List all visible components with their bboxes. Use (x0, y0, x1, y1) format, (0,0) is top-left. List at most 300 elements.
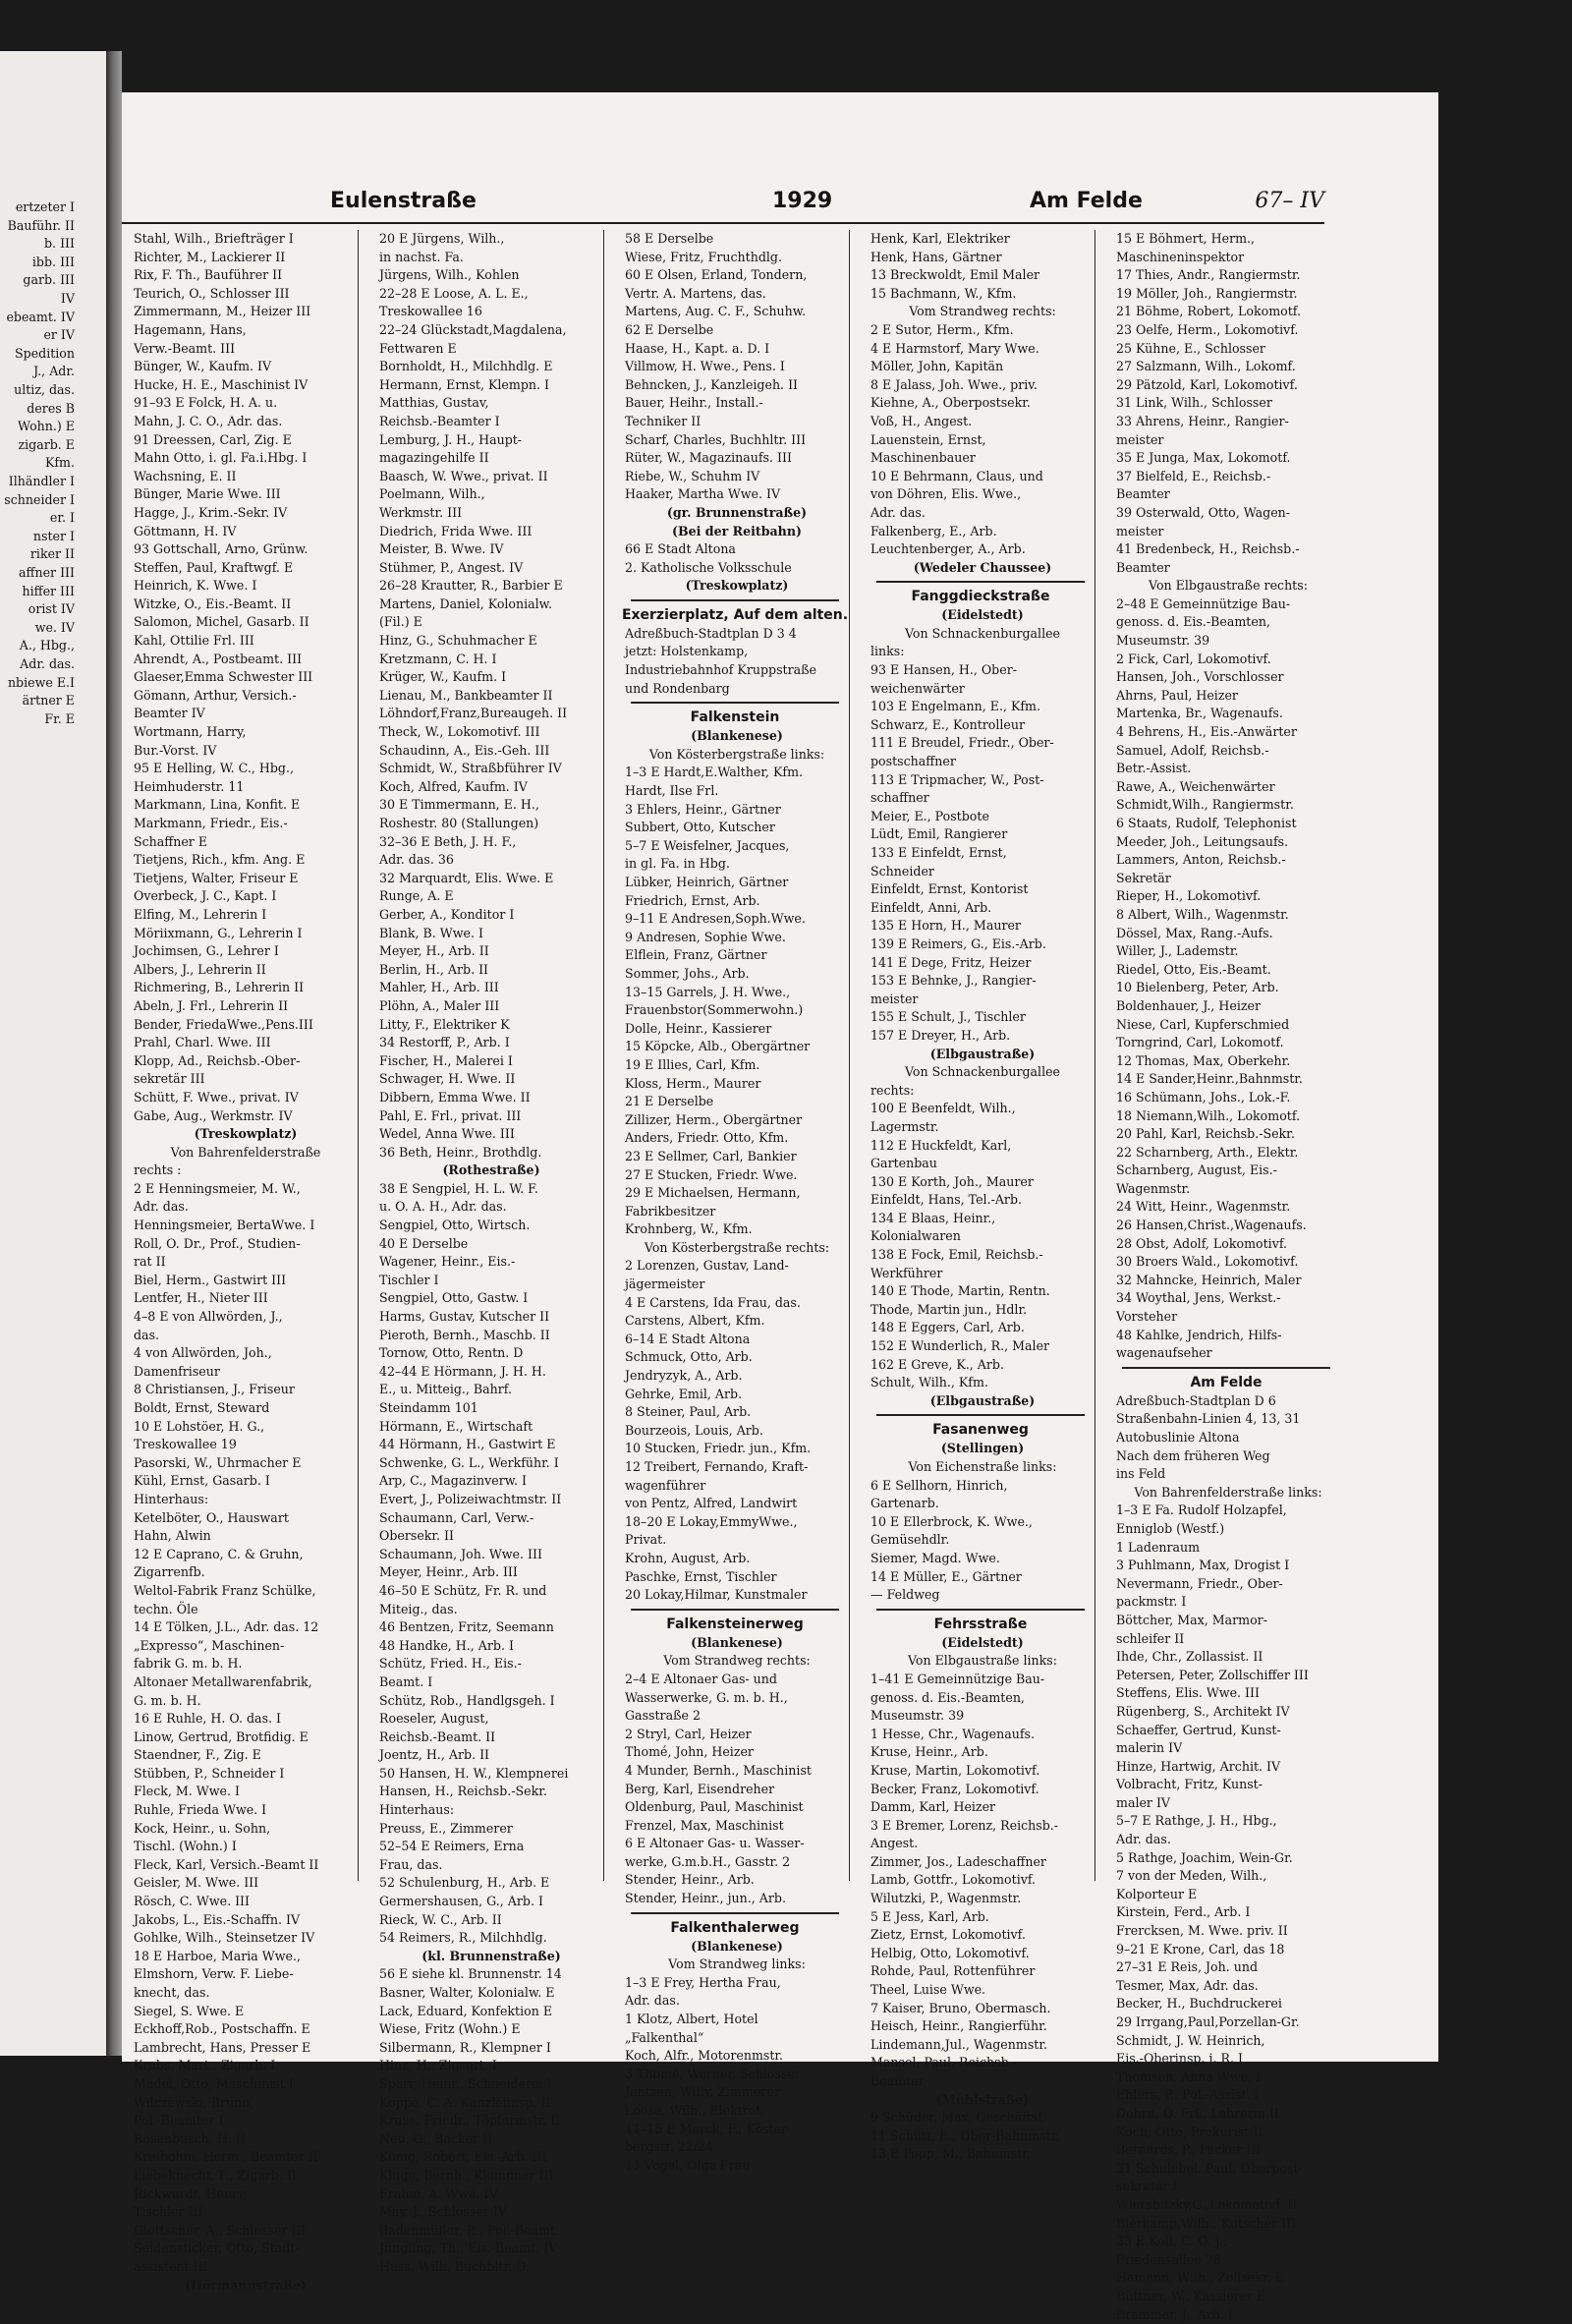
prev-page-line: IV (61, 290, 75, 309)
directory-entry: Pieroth, Bernh., Maschb. II (375, 1327, 603, 1345)
directory-entry: „Expresso“, Maschinen- (130, 1637, 358, 1656)
directory-column-3 (621, 230, 850, 1881)
directory-entry: Adr. das. (1112, 1831, 1340, 1849)
directory-entry: werke, G.m.b.H., Gasstr. 2 (621, 1853, 849, 1872)
directory-entry: Kirstein, Ferd., Arb. I (1112, 1903, 1340, 1922)
directory-entry: Wiersbitzky,G.,Lokomotivf. II (1112, 2196, 1340, 2215)
directory-entry: Bourzeois, Louis, Arb. (621, 1422, 849, 1441)
directory-entry: 26–28 Krautter, R., Barbier E (375, 577, 603, 595)
directory-entry: Von Elbgaustraße rechts: (1112, 577, 1340, 595)
directory-entry: Enniglob (Westf.) (1112, 1520, 1340, 1539)
directory-entry: Behncken, J., Kanzleigeh. II (621, 376, 849, 395)
directory-entry: Mansel, Paul, Reichsb.- (867, 2054, 1095, 2072)
directory-entry: Helbig, Otto, Lokomotivf. (867, 1945, 1095, 1963)
directory-entry: 41 Bredenbeck, H., Reichsb.- (1112, 540, 1340, 559)
directory-entry: 148 E Eggers, Carl, Arb. (867, 1319, 1095, 1337)
directory-entry: 11 Vogel, Olga Frau (621, 2157, 849, 2176)
directory-entry: Werkführer (867, 1265, 1095, 1283)
street-heading: Am Felde (1112, 1373, 1340, 1392)
directory-entry: Büttner, W., Kassierer E (1112, 2288, 1340, 2306)
directory-entry: Lindemann,Jul., Wagenmstr. (867, 2036, 1095, 2055)
directory-entry: 1 Klotz, Albert, Hotel (621, 2011, 849, 2029)
directory-entry: Industriebahnhof Kruppstraße (621, 661, 849, 680)
directory-entry: Von Eichenstraße links: (867, 1458, 1095, 1477)
directory-entry: 4 Behrens, H., Eis.-Anwärter (1112, 723, 1340, 742)
directory-entry: Rügenberg, S., Architekt IV (1112, 1703, 1340, 1722)
directory-entry: Kühl, Ernst, Gasarb. I (130, 1472, 358, 1491)
directory-entry: 27 E Stucken, Friedr. Wwe. (621, 1166, 849, 1185)
directory-entry: (kl. Brunnenstraße) (375, 1948, 603, 1966)
directory-entry: (Stellingen) (867, 1440, 1095, 1458)
directory-entry: Schmidt,Wilh., Rangiermstr. (1112, 796, 1340, 815)
directory-entry: Siegel, S. Wwe. E (130, 2003, 358, 2021)
directory-entry: (Blankenese) (621, 727, 849, 746)
directory-entry: 8 Steiner, Paul, Arb. (621, 1403, 849, 1422)
directory-entry: 93 Gottschall, Arno, Grünw. (130, 540, 358, 559)
directory-entry: 11 Schütt, E., Ober-Bahnmstr. (867, 2127, 1095, 2146)
directory-entry: Lagermstr. (867, 1118, 1095, 1137)
directory-entry: Gehrke, Emil, Arb. (621, 1386, 849, 1404)
directory-entry: Wortmann, Harry, (130, 723, 358, 742)
directory-entry: postschaffner (867, 753, 1095, 771)
directory-entry: Beamt. I (375, 1673, 603, 1692)
directory-entry: 10 Stucken, Friedr. jun., Kfm. (621, 1440, 849, 1458)
directory-entry: Vertr. A. Martens, das. (621, 285, 849, 304)
prev-page-line: b. III (44, 235, 75, 254)
prev-page-line: we. IV (35, 619, 75, 638)
directory-entry: Markmann, Lina, Konfit. E (130, 796, 358, 815)
running-head (122, 189, 1324, 222)
prev-page-line: Ilhändler I (9, 473, 75, 491)
directory-entry: 6 E Altonaer Gas- u. Wasser- (621, 1835, 849, 1853)
directory-entry: Ruhle, Frieda Wwe. I (130, 1801, 358, 1820)
directory-entry: 3 Ehlers, Heinr., Gärtner (621, 801, 849, 820)
directory-entry: 60 E Olsen, Erland, Tondern, (621, 266, 849, 285)
directory-entry: Meister, B. Wwe. IV (375, 540, 603, 559)
directory-entry: 1 Ladenraum (1112, 1539, 1340, 1558)
directory-entry: Zimmermann, M., Heizer III (130, 303, 358, 321)
directory-entry: 112 E Huckfeldt, Karl, (867, 1137, 1095, 1156)
directory-entry: Rawe, A., Weichenwärter (1112, 778, 1340, 797)
directory-entry: 16 E Ruhle, H. O. das. I (130, 1710, 358, 1729)
directory-entry: Wasserwerke, G. m. b. H., (621, 1689, 849, 1708)
directory-entry: Vom Strandweg rechts: (867, 303, 1095, 321)
directory-entry: 38 E Sengpiel, H. L. W. F. (375, 1180, 603, 1199)
directory-entry: Damenfriseur (130, 1363, 358, 1382)
directory-entry: Jakobs, L., Eis.-Schaffn. IV (130, 1911, 358, 1930)
directory-entry: Linow, Gertrud, Brotfidig. E (130, 1729, 358, 1747)
directory-entry: Dolle, Heinr., Kassierer (621, 1020, 849, 1039)
directory-entry: knecht, das. (130, 1984, 358, 2003)
directory-entry: 25 Kühne, E., Schlosser (1112, 340, 1340, 359)
directory-entry: Sommer, Johs., Arb. (621, 965, 849, 984)
directory-entry: Elfing, M., Lehrerin I (130, 906, 358, 925)
directory-entry: Martens, Daniel, Kolonialw. (375, 595, 603, 614)
directory-entry: Wedel, Anna Wwe. III (375, 1125, 603, 1144)
directory-entry: (Eidelstedt) (867, 1634, 1095, 1653)
street-heading: Falkenstein (621, 708, 849, 727)
directory-entry: 19 Möller, Joh., Rangiermstr. (1112, 285, 1340, 304)
directory-entry: Paschke, Ernst, Tischler (621, 1568, 849, 1587)
directory-entry: Hagge, J., Krim.-Sekr. IV (130, 504, 358, 523)
directory-entry: Pol.-Beamter I (130, 2112, 358, 2130)
directory-entry: Runge, A. E (375, 887, 603, 906)
directory-entry: 29 Pätzold, Karl, Lokomotivf. (1112, 376, 1340, 395)
directory-entry: Treskowallee 16 (375, 303, 603, 321)
directory-entry: 13 E Popp, M., Bahnmstr. (867, 2145, 1095, 2164)
directory-entry: 103 E Engelmann, E., Kfm. (867, 698, 1095, 716)
directory-entry: 2–4 E Altonaer Gas- und (621, 1671, 849, 1689)
directory-entry: 13 Breckwoldt, Emil Maler (867, 266, 1095, 285)
directory-entry: 31 Link, Wilh., Schlosser (1112, 394, 1340, 413)
directory-entry: Scharnberg, August, Eis.- (1112, 1162, 1340, 1180)
directory-entry: Rix, F. Th., Bauführer II (130, 266, 358, 285)
directory-entry: 29 E Michaelsen, Hermann, (621, 1184, 849, 1203)
directory-entry: 134 E Blaas, Heinr., (867, 1210, 1095, 1228)
directory-entry: 39 Osterwald, Otto, Wagen- (1112, 504, 1340, 523)
directory-entry: 52–54 E Reimers, Erna (375, 1838, 603, 1856)
directory-entry: 8 Christiansen, J., Friseur (130, 1381, 358, 1399)
directory-entry: 9 Andresen, Sophie Wwe. (621, 929, 849, 947)
directory-entry: von Döhren, Elis. Wwe., (867, 485, 1095, 504)
directory-entry: Schmidt, W., Straßbführer IV (375, 760, 603, 778)
directory-entry: 12 E Caprano, C. & Gruhn, (130, 1546, 358, 1564)
directory-entry: Tischl. (Wohn.) I (130, 1838, 358, 1856)
directory-entry: 3 Puhlmann, Max, Drogist I (1112, 1557, 1340, 1575)
directory-entry: jägermeister (621, 1275, 849, 1294)
directory-entry: 30 E Timmermann, E. H., (375, 796, 603, 815)
directory-entry: 42–44 E Hörmann, J. H. H. (375, 1363, 603, 1382)
directory-entry: assistent III (130, 2258, 358, 2277)
directory-entry: 33 E Koll, C. O. J., (1112, 2233, 1340, 2251)
directory-entry: Basner, Walter, Kolonialw. E (375, 1984, 603, 2003)
directory-entry: 1 Hesse, Chr., Wagenaufs. (867, 1726, 1095, 1744)
directory-entry: Adr. das. (130, 1198, 358, 1217)
directory-entry: 33 Ahrens, Heinr., Rangier- (1112, 413, 1340, 431)
directory-entry: Niese, Carl, Kupferschmied (1112, 1016, 1340, 1035)
prev-page-line: Spedition (15, 345, 75, 364)
directory-entry: 35 E Junga, Max, Lokomotf. (1112, 449, 1340, 468)
directory-column-1 (130, 230, 359, 1881)
directory-entry: Zietz, Ernst, Lokomotivf. (867, 1926, 1095, 1945)
directory-entry: Göttmann, H. IV (130, 523, 358, 541)
prev-page-line: ertzeter I (16, 198, 75, 217)
directory-entry: 111 E Breudel, Friedr., Ober- (867, 734, 1095, 753)
directory-entry: Jürgens, Wilh., Kohlen (375, 266, 603, 285)
directory-entry: Bünger, W., Kaufm. IV (130, 358, 358, 376)
directory-entry: Fleck, Karl, Versich.-Beamt II (130, 1856, 358, 1875)
directory-entry: Brammer, J., Arb. I (1112, 2306, 1340, 2324)
directory-entry: 1–3 E Hardt,E.Walther, Kfm. (621, 764, 849, 782)
directory-entry: Krohnberg, W., Kfm. (621, 1220, 849, 1239)
directory-entry: Abeln, J. Frl., Lehrerin II (130, 997, 358, 1016)
directory-entry: 23 E Sellmer, Carl, Bankier (621, 1148, 849, 1166)
directory-entry: Gartenarb. (867, 1495, 1095, 1513)
directory-entry: Schmuck, Otto, Arb. (621, 1348, 849, 1367)
directory-entry: Böttcher, Max, Marmor- (1112, 1612, 1340, 1630)
street-heading: Exerzierplatz, Auf dem alten. (621, 605, 849, 625)
directory-entry: Obersekr. II (375, 1527, 603, 1546)
directory-entry: (Mühlstraße) (867, 2091, 1095, 2110)
directory-entry: Adreßbuch-Stadtplan D 6 (1112, 1392, 1340, 1411)
directory-entry: Privat. (621, 1531, 849, 1550)
directory-entry: 15 Bachmann, W., Kfm. (867, 285, 1095, 304)
directory-entry: meister (1112, 431, 1340, 450)
directory-entry: 10 E Ellerbrock, K. Wwe., (867, 1513, 1095, 1532)
prev-page-line: zigarb. E (18, 436, 75, 455)
directory-entry: Richmering, B., Lehrerin II (130, 979, 358, 997)
directory-entry: Torngrind, Carl, Lokomotf. (1112, 1034, 1340, 1052)
directory-entry: (Wedeler Chaussee) (867, 559, 1095, 578)
directory-entry: Tischler I (375, 1272, 603, 1290)
directory-entry: Jüngling, Th., Eis.-Beamt. IV (375, 2239, 603, 2258)
directory-entry: 40 E Derselbe (375, 1235, 603, 1254)
section-rule (631, 599, 839, 601)
directory-entry: 21 Böhme, Robert, Lokomotf. (1112, 303, 1340, 321)
directory-entry: Maschineninspektor (1112, 249, 1340, 267)
directory-entry: Berg, Karl, Eisendreher (621, 1781, 849, 1799)
directory-entry: Madel, Otto, Maschinist I (130, 2075, 358, 2094)
directory-entry: Lemburg, J. H., Haupt- (375, 431, 603, 450)
directory-entry: Roeseler, August, (375, 1710, 603, 1729)
directory-entry: Nach dem früheren Weg (1112, 1447, 1340, 1466)
directory-entry: Wiese, Fritz, Fruchthdlg. (621, 249, 849, 267)
directory-entry: Gabe, Aug., Werkmstr. IV (130, 1107, 358, 1126)
directory-entry: Loose, Wilh., Elektrot. (621, 2102, 849, 2121)
directory-entry: (Treskowplatz) (130, 1125, 358, 1144)
directory-entry: Treskowallee 19 (130, 1436, 358, 1454)
directory-entry: Lammers, Anton, Reichsb.- (1112, 851, 1340, 870)
directory-entry: Schütz, Fried. H., Eis.- (375, 1655, 603, 1673)
section-rule (1122, 1367, 1330, 1369)
prev-page-line: ebeamt. IV (6, 309, 75, 327)
directory-entry: von Pentz, Alfred, Landwirt (621, 1495, 849, 1513)
directory-entry: 50 Hansen, H. W., Klempnerei (375, 1765, 603, 1784)
directory-entry: 139 E Reimers, G., Eis.-Arb. (867, 935, 1095, 954)
street-heading: Fasanenweg (867, 1420, 1095, 1440)
directory-entry: 14 E Sander,Heinr.,Bahnmstr. (1112, 1070, 1340, 1089)
directory-entry: 32 Mahncke, Heinrich, Maler (1112, 1272, 1340, 1290)
street-heading: Fanggdieckstraße (867, 587, 1095, 606)
directory-entry: Liebeknecht, F., Zigarb. II (130, 2167, 358, 2185)
directory-entry: Fettwaren E (375, 340, 603, 359)
directory-entry: Lauenstein, Ernst, (867, 431, 1095, 450)
directory-entry: Jochimsen, G., Lehrer I (130, 942, 358, 961)
directory-entry: (Hörmannstraße) (130, 2277, 358, 2296)
directory-entry: Gohlke, Wilh., Steinsetzer IV (130, 1929, 358, 1948)
directory-entry: 48 Kahlke, Jendrich, Hilfs- (1112, 1327, 1340, 1345)
directory-entry: Vorsteher (1112, 1308, 1340, 1327)
directory-entry: Thomsen, Anna Wwe. I (1112, 2069, 1340, 2087)
directory-entry: Villmow, H. Wwe., Pens. I (621, 358, 849, 376)
directory-entry: Adr. das. 36 (375, 851, 603, 870)
directory-entry: 15 E Böhmert, Herm., (1112, 230, 1340, 249)
directory-entry: Heisch, Heinr., Rangierführ. (867, 2017, 1095, 2036)
directory-entry: rechts: (867, 1082, 1095, 1101)
directory-entry: Gemüsehdlr. (867, 1531, 1095, 1550)
directory-entry: Ehlers, P., Pol.-Assist. I (1112, 2086, 1340, 2105)
directory-entry: Thode, Martin jun., Hdlr. (867, 1301, 1095, 1320)
directory-entry: Mahn Otto, i. gl. Fa.i.Hbg. I (130, 449, 358, 468)
directory-entry: Lack, Eduard, Konfektion E (375, 2003, 603, 2021)
directory-entry: malerin IV (1112, 1739, 1340, 1758)
directory-entry: Hansen, Joh., Vorschlosser (1112, 668, 1340, 687)
directory-entry: Hansen, H., Reichsb.-Sekr. (375, 1783, 603, 1801)
directory-entry: Kolporteur E (1112, 1886, 1340, 1904)
directory-entry: Ihde, Chr., Zollassist. II (1112, 1648, 1340, 1667)
directory-entry: Von Kösterbergstraße rechts: (621, 1239, 849, 1258)
directory-entry: 24 Witt, Heinr., Wagenmstr. (1112, 1198, 1340, 1217)
directory-entry: Rieck, W. C., Arb. II (375, 1911, 603, 1930)
directory-entry: Maschinenbauer (867, 449, 1095, 468)
directory-entry: Bender, FriedaWwe.,Pens.III (130, 1016, 358, 1035)
directory-entry: Thomé, John, Heizer (621, 1743, 849, 1762)
directory-entry: (Bei der Reitbahn) (621, 523, 849, 541)
directory-entry: sekretär III (130, 1070, 358, 1089)
directory-entry: 66 E Stadt Altona (621, 540, 849, 559)
section-rule (631, 1912, 839, 1914)
directory-entry: Leuchtenberger, A., Arb. (867, 540, 1095, 559)
directory-entry: Albers, J., Lehrerin II (130, 961, 358, 980)
directory-entry: (Elbgaustraße) (867, 1392, 1095, 1411)
directory-entry: 100 E Beenfeldt, Wilh., (867, 1100, 1095, 1118)
directory-entry: Litty, F., Elektriker K (375, 1016, 603, 1035)
directory-entry: Krabs, Mart., Zigarb. I (130, 2057, 358, 2075)
directory-entry: 15 Köpcke, Alb., Obergärtner (621, 1038, 849, 1056)
directory-entry: Rieper, H., Lokomotivf. (1112, 887, 1340, 906)
directory-entry: Lentfer, H., Nieter III (130, 1289, 358, 1308)
directory-entry: 14 E Müller, E., Gärtner (867, 1568, 1095, 1587)
directory-page (122, 92, 1438, 2062)
directory-entry: Subbert, Otto, Kutscher (621, 819, 849, 837)
directory-entry: 12 Treibert, Fernando, Kraft- (621, 1458, 849, 1477)
directory-entry: 135 E Horn, H., Maurer (867, 917, 1095, 935)
directory-entry: Meier, E., Postbote (867, 808, 1095, 826)
directory-entry: 1–3 E Fa. Rudolf Holzapfel, (1112, 1502, 1340, 1520)
book-gutter (106, 51, 122, 2056)
directory-entry: Voß, H., Angest. (867, 413, 1095, 431)
directory-entry: Theel, Luise Wwe. (867, 1981, 1095, 2000)
directory-entry: 10 E Lohstöer, H. G., (130, 1418, 358, 1437)
directory-entry: Richter, M., Lackierer II (130, 249, 358, 267)
directory-entry: 16 Schümann, Johs., Lok.-F. (1112, 1089, 1340, 1107)
directory-entry: Roll, O. Dr., Prof., Studien- (130, 1235, 358, 1254)
directory-entry: Roshestr. 80 (Stallungen) (375, 815, 603, 833)
directory-entry: Siemer, Magd. Wwe. (867, 1550, 1095, 1568)
directory-entry: maler IV (1112, 1794, 1340, 1813)
directory-entry: Tesmer, Max, Adr. das. (1112, 1977, 1340, 1996)
directory-entry: Teurich, O., Schlosser III (130, 285, 358, 304)
directory-entry: Lambrecht, Hans, Presser E (130, 2039, 358, 2058)
running-head-left: Eulenstraße (330, 189, 477, 213)
directory-entry: Wilczewski, Bruno, (130, 2094, 358, 2113)
directory-entry: schaffner (867, 789, 1095, 808)
running-head-right: Am Felde (1030, 189, 1143, 213)
directory-entry: Schwarz, E., Kontrolleur (867, 716, 1095, 735)
directory-entry: Glaeser,Emma Schwester III (130, 668, 358, 687)
directory-entry: 3 E Bremer, Lorenz, Reichsb.- (867, 1817, 1095, 1836)
directory-entry: genoss. d. Eis.-Beamten, (1112, 613, 1340, 632)
directory-entry: Bierkamp,Wilh., Kutscher III (1112, 2215, 1340, 2234)
directory-entry: 14 E Tölken, J.L., Adr. das. 12 (130, 1618, 358, 1637)
directory-entry: Bünger, Marie Wwe. III (130, 485, 358, 504)
directory-entry: May, J., Schlosser IV (375, 2203, 603, 2222)
prev-page-line: Kfm. (45, 454, 75, 473)
directory-entry: 48 Handke, H., Arb. I (375, 1637, 603, 1656)
directory-entry: 22 Scharnberg, Arth., Elektr. (1112, 1144, 1340, 1162)
directory-entry: 20 E Jürgens, Wilh., (375, 230, 603, 249)
directory-entry: 58 E Derselbe (621, 230, 849, 249)
directory-entry: Sengpiel, Otto, Wirtsch. (375, 1217, 603, 1235)
directory-entry: magazingehilfe II (375, 449, 603, 468)
prev-page-line: ibb. III (32, 254, 75, 272)
directory-entry: 2 Fick, Carl, Lokomotivf. (1112, 651, 1340, 669)
directory-entry: Meyer, H., Arb. II (375, 942, 603, 961)
directory-entry: Rösch, C. Wwe. III (130, 1893, 358, 1911)
directory-entry: 46–50 E Schütz, Fr. R. und (375, 1582, 603, 1601)
directory-entry: Kruse, Friedr., Töpfermstr. II (375, 2112, 603, 2130)
prev-page-line: schneider I (4, 491, 75, 510)
directory-entry: Berlin, H., Arb. II (375, 961, 603, 980)
directory-entry: Beamter (1112, 559, 1340, 578)
directory-entry: Altonaer Metallwarenfabrik, (130, 1673, 358, 1692)
directory-entry: wagenaufseher (1112, 1344, 1340, 1363)
directory-entry: 27 Salzmann, Wilh., Lokomf. (1112, 358, 1340, 376)
directory-entry: Von Schnackenburgallee (867, 625, 1095, 644)
directory-entry: Markmann, Friedr., Eis.- (130, 815, 358, 833)
directory-entry: 56 E siehe kl. Brunnenstr. 14 (375, 1965, 603, 1984)
directory-entry: Koppe, C. A. Kanzleiinsp. II (375, 2094, 603, 2113)
directory-entry: Willer, J., Lademstr. (1112, 942, 1340, 961)
directory-entry: Kolonialwaren (867, 1227, 1095, 1246)
prev-page-line: er IV (43, 326, 75, 345)
directory-entry: Möriixmann, G., Lehrerin I (130, 925, 358, 943)
directory-entry: Schmidt, J. W. Heinrich, (1112, 2032, 1340, 2051)
directory-entry: Adreßbuch-Stadtplan D 3 4 (621, 625, 849, 644)
directory-entry: Petersen, Peter, Zollschiffer III (1112, 1667, 1340, 1685)
directory-entry: Miteig., das. (375, 1601, 603, 1619)
directory-entry: Hinze, Hartwig, Archit. IV (1112, 1758, 1340, 1777)
directory-entry: 4 E Carstens, Ida Frau, das. (621, 1294, 849, 1313)
directory-entry: 4 von Allwörden, Joh., (130, 1344, 358, 1363)
directory-entry: 22–28 E Loose, A. L. E., (375, 285, 603, 304)
directory-entry: Techniker II (621, 413, 849, 431)
directory-entry: 30 Broers Wald., Lokomotivf. (1112, 1253, 1340, 1272)
directory-entry: Tietjens, Walter, Friseur E (130, 870, 358, 888)
directory-entry: Glottscher, A., Schlosser III (130, 2222, 358, 2240)
directory-entry: 18 Niemann,Wilh., Lokomotf. (1112, 1107, 1340, 1126)
directory-entry: 95 E Helling, W. C., Hbg., (130, 760, 358, 778)
directory-entry: in nachst. Fa. (375, 249, 603, 267)
directory-entry: Koch, Otto, Prokurist II (1112, 2124, 1340, 2142)
header-rule (122, 222, 1324, 224)
directory-entry: 20 Lokay,Hilmar, Kunstmaler (621, 1586, 849, 1605)
directory-entry: Elflein, Franz, Gärtner (621, 946, 849, 965)
directory-entry: Falkenberg, E., Arb. (867, 523, 1095, 541)
directory-entry: (Eidelstedt) (867, 606, 1095, 625)
page-number: 67– IV (1255, 189, 1324, 213)
directory-entry: 20 Pahl, Karl, Reichsb.-Sekr. (1112, 1125, 1340, 1144)
directory-entry: Ahrendt, A., Postbeamt. III (130, 651, 358, 669)
directory-entry: 113 E Tripmacher, W., Post- (867, 771, 1095, 790)
directory-entry: Einfeldt, Hans, Tel.-Arb. (867, 1191, 1095, 1210)
directory-entry: 26 Hansen,Christ.,Wagenaufs. (1112, 1217, 1340, 1235)
directory-entry: Jantzen, Willy, Zimmerer (621, 2083, 849, 2102)
directory-entry: sekretär I (1112, 2178, 1340, 2196)
directory-entry: 5–7 E Weisfelner, Jacques, (621, 837, 849, 856)
prev-page-line: hiffer III (23, 583, 76, 601)
directory-entry: 8 Albert, Wilh., Wagenmstr. (1112, 906, 1340, 925)
